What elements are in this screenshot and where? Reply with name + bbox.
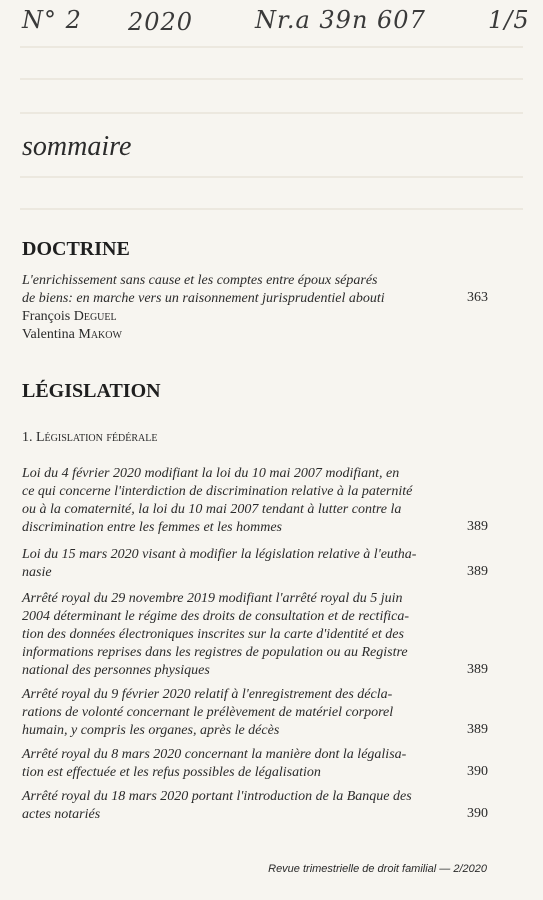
- legislation-entry: [22, 746, 454, 782]
- legislation-entry: [22, 465, 454, 537]
- show-through-line: [20, 176, 523, 178]
- handwritten-fraction: 1/5: [488, 6, 530, 34]
- show-through-line: [20, 208, 523, 210]
- legislation-entry: [22, 788, 454, 824]
- entry-line: ce qui concerne l'interdiction de discrimination relative à la paternité: [22, 484, 413, 499]
- doctrine-title-line: de biens: en marche vers un raisonnement jurisprudentiel abouti: [22, 291, 385, 306]
- entry-line: rations de volonté concernant le prélèvement de matériel corporel: [22, 705, 394, 720]
- section-heading-doctrine: DOCTRINE: [22, 238, 130, 260]
- entry-line: tion est effectuée et les refus possibles de légalisation: [22, 765, 321, 780]
- author-first-name: Valentina: [22, 327, 75, 342]
- legislation-entry: [22, 546, 454, 582]
- page-number: 363: [467, 290, 488, 305]
- entry-line: Arrêté royal du 29 novembre 2019 modifiant l'arrêté royal du 5 juin: [22, 591, 403, 606]
- author-last-name: Makow: [78, 327, 122, 342]
- entry-line: nasie: [22, 565, 52, 580]
- section-heading-legislation: LÉGISLATION: [22, 380, 161, 402]
- show-through-line: [20, 46, 523, 48]
- page-number: 389: [467, 564, 488, 579]
- entry-line: 2004 déterminant le régime des droits de consultation et de rectifica-: [22, 609, 409, 624]
- entry-line: Arrêté royal du 18 mars 2020 portant l'introduction de la Banque des: [22, 789, 412, 804]
- doctrine-title-line: L'enrichissement sans cause et les comptes entre époux séparés: [22, 273, 378, 288]
- handwritten-year: 2020: [128, 8, 194, 36]
- entry-line: national des personnes physiques: [22, 663, 210, 678]
- page-title: sommaire: [22, 131, 132, 162]
- legislation-entry: [22, 686, 454, 740]
- legislation-entry: [22, 590, 454, 680]
- handwritten-reference: Nr.a 39n 607: [255, 6, 426, 34]
- page-number: 389: [467, 722, 488, 737]
- show-through-line: [20, 78, 523, 80]
- entry-line: actes notariés: [22, 807, 101, 822]
- author-last-name: Deguel: [73, 309, 117, 324]
- entry-line: Loi du 15 mars 2020 visant à modifier la législation relative à l'eutha-: [22, 547, 417, 562]
- entry-line: Arrêté royal du 9 février 2020 relatif à l'enregistrement des décla-: [22, 687, 393, 702]
- entry-line: ou à la comaternité, la loi du 10 mai 2007 tendant à lutter contre la: [22, 502, 402, 517]
- entry-line: discrimination entre les femmes et les hommes: [22, 520, 282, 535]
- entry-line: tion des données électroniques inscrites sur la carte d'identité et des: [22, 627, 404, 642]
- subsection-number: 1.: [22, 430, 33, 445]
- handwritten-issue-number: N° 2: [22, 6, 82, 34]
- subsection-label: Législation fédérale: [36, 430, 158, 445]
- page-number: 389: [467, 662, 488, 677]
- doctrine-entry: [22, 272, 454, 344]
- journal-footer: Revue trimestrielle de droit familial — 2/2020: [268, 863, 487, 875]
- page-number: 389: [467, 519, 488, 534]
- page-number: 390: [467, 764, 488, 779]
- entry-line: humain, y compris les organes, après le décès: [22, 723, 280, 738]
- entry-line: Loi du 4 février 2020 modifiant la loi du 10 mai 2007 modifiant, en: [22, 466, 400, 481]
- doctrine-author: [22, 308, 454, 326]
- show-through-line: [20, 112, 523, 114]
- doctrine-author: [22, 326, 454, 344]
- entry-line: informations reprises dans les registres de population ou au Registre: [22, 645, 408, 660]
- subsection-heading: [22, 430, 158, 446]
- entry-line: Arrêté royal du 8 mars 2020 concernant la manière dont la légalisa-: [22, 747, 407, 762]
- page-number: 390: [467, 806, 488, 821]
- author-first-name: François: [22, 309, 71, 324]
